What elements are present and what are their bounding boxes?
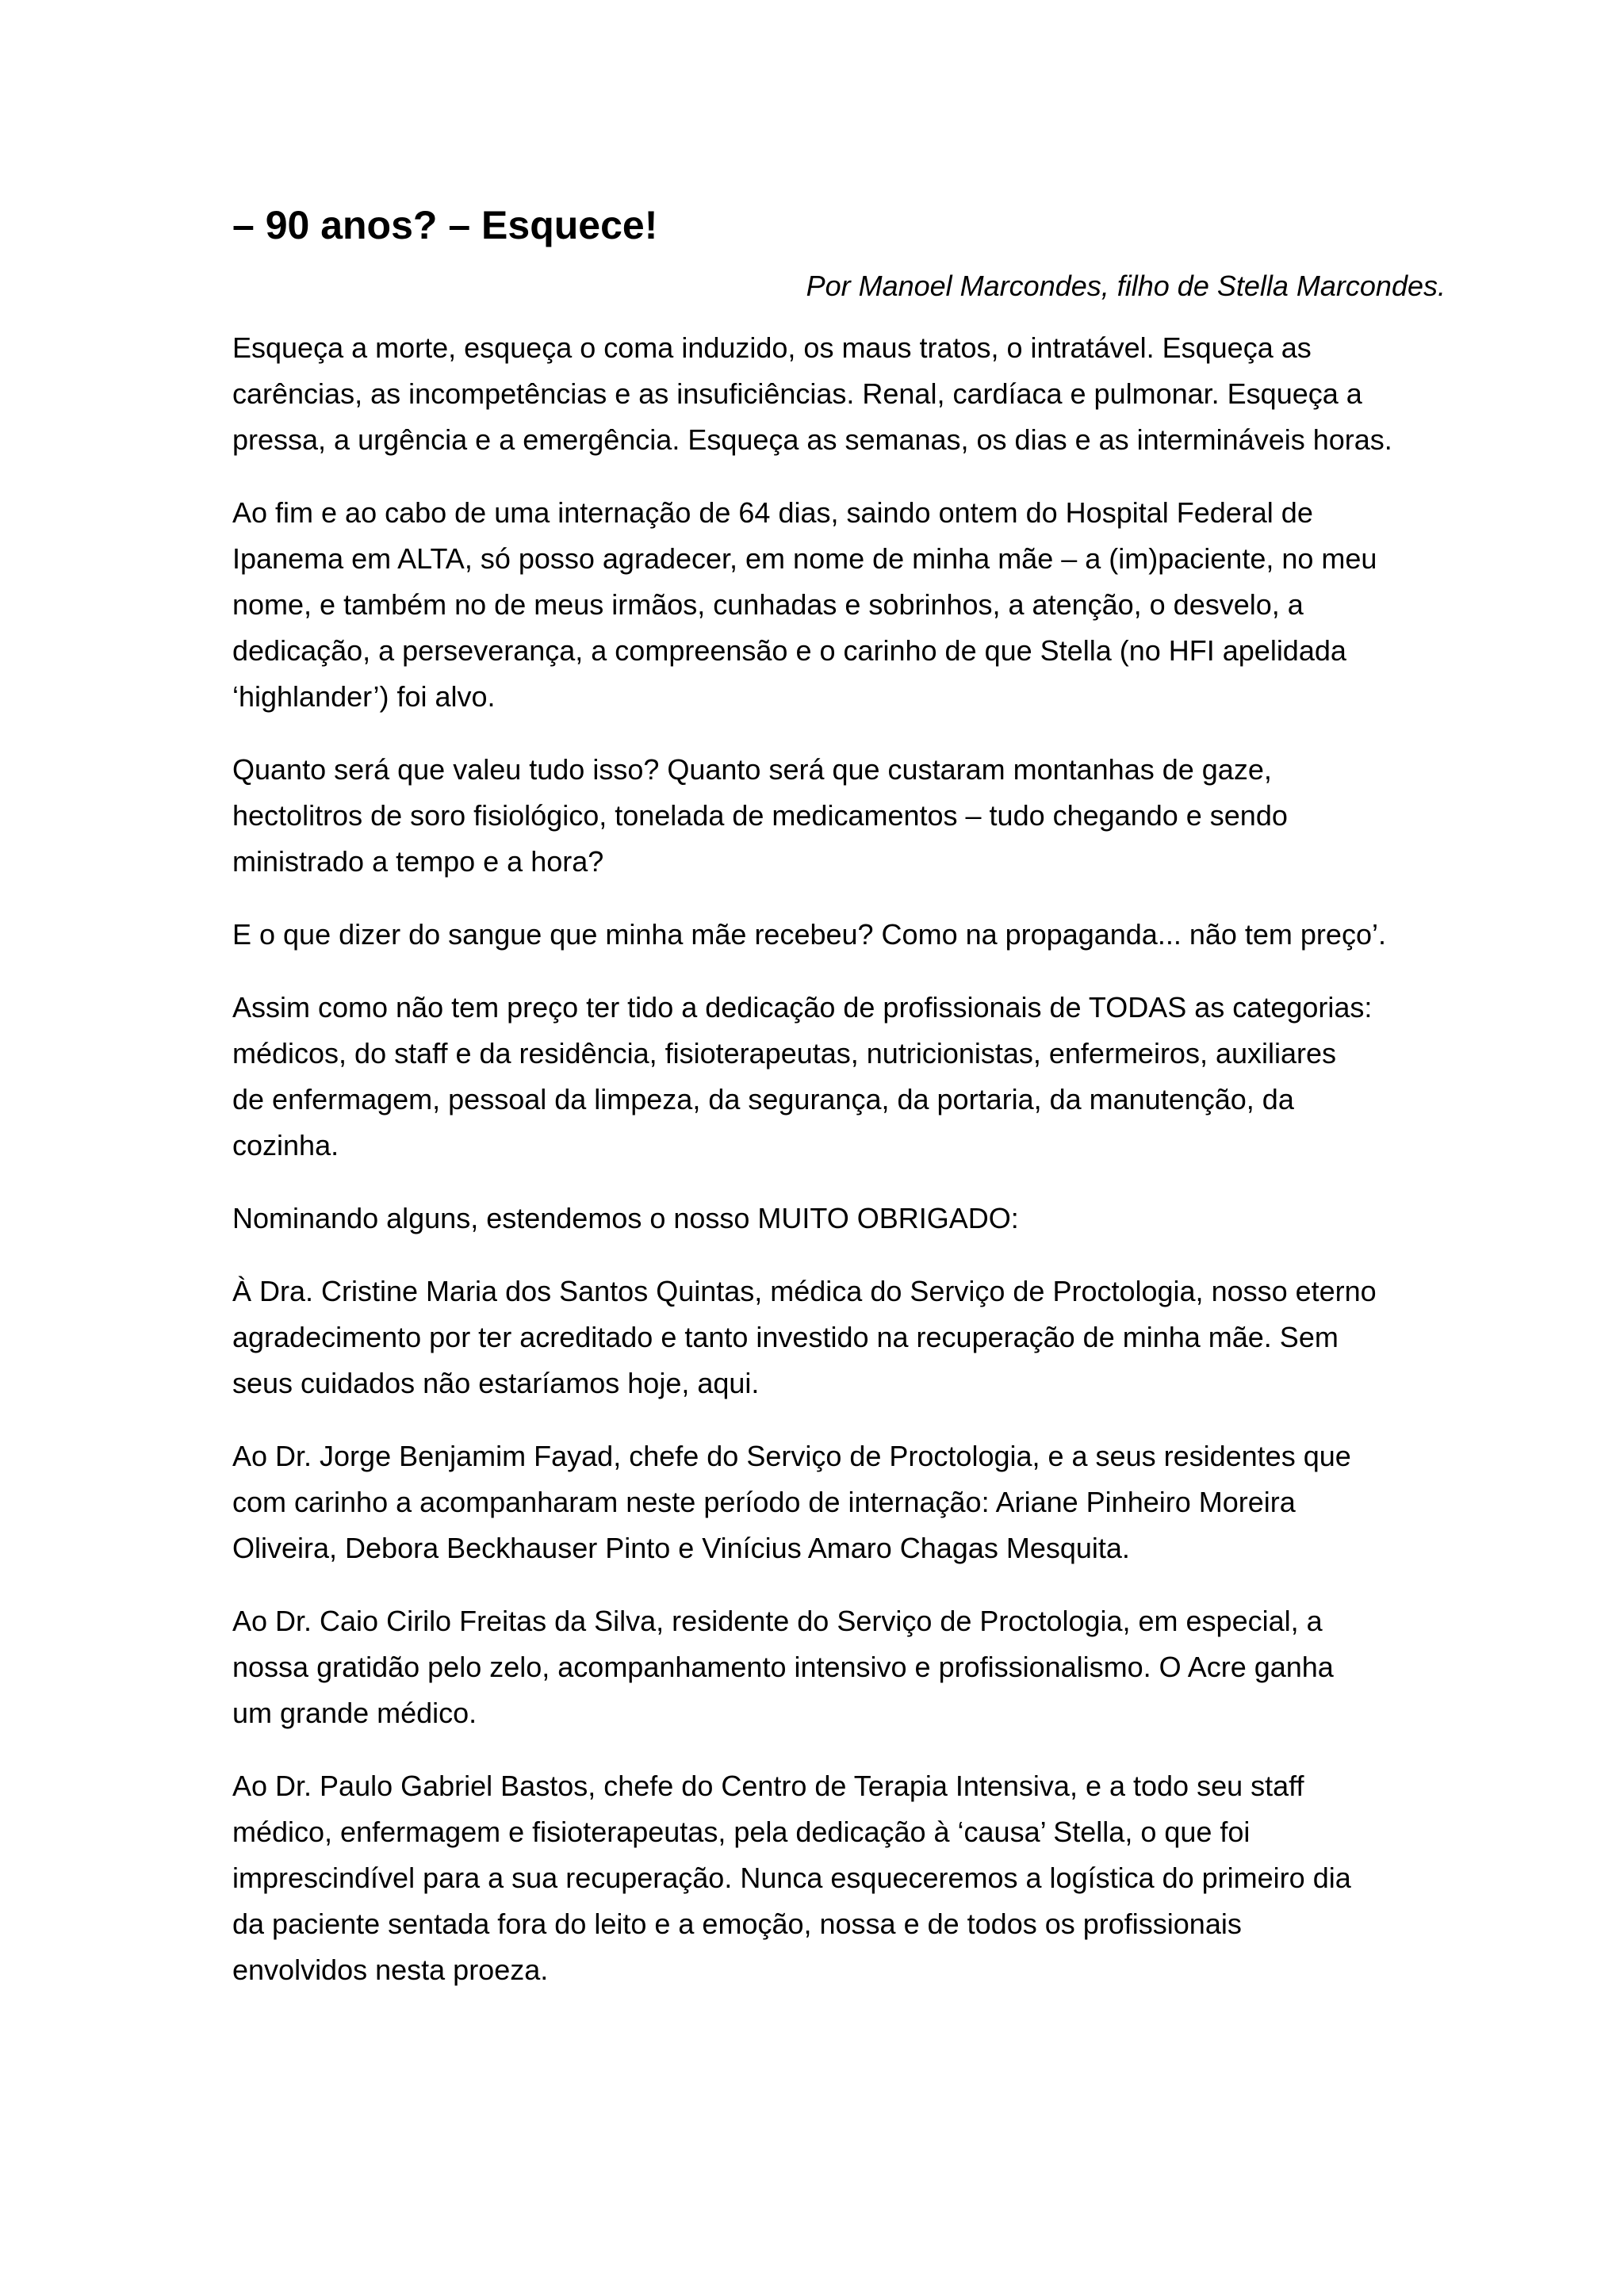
text-line: envolvidos nesta proeza. xyxy=(232,1954,549,1986)
text-line: nossa gratidão pelo zelo, acompanhamento intensivo e profissionalismo. O Acre ganha xyxy=(232,1651,1334,1683)
text-line: Oliveira, Debora Beckhauser Pinto e Vinícius Amaro Chagas Mesquita. xyxy=(232,1532,1130,1564)
text-line: Quanto será que valeu tudo isso? Quanto será que custaram montanhas de gaze, xyxy=(232,753,1272,786)
text-line: cozinha. xyxy=(232,1129,339,1161)
text-line: Nominando alguns, estendemos o nosso MUITO OBRIGADO: xyxy=(232,1202,1019,1234)
document-title: – 90 anos? – Esquece! xyxy=(232,203,658,247)
paragraph xyxy=(232,1598,1446,1736)
paragraph xyxy=(232,1269,1446,1406)
text-line: dedicação, a perseverança, a compreensão e o carinho de que Stella (no HFI apelidada xyxy=(232,634,1346,667)
text-line: À Dra. Cristine Maria dos Santos Quintas, médica do Serviço de Proctologia, nosso eterno xyxy=(232,1275,1377,1307)
text-line: Ao Dr. Jorge Benjamim Fayad, chefe do Serviço de Proctologia, e a seus residentes que xyxy=(232,1440,1351,1472)
paragraph xyxy=(232,1196,1446,1242)
text-line: um grande médico. xyxy=(232,1697,477,1729)
text-line: Ao Dr. Caio Cirilo Freitas da Silva, residente do Serviço de Proctologia, em especial, a xyxy=(232,1605,1323,1637)
text-line: Esqueça a morte, esqueça o coma induzido, os maus tratos, o intratável. Esqueça as xyxy=(232,331,1312,364)
paragraph xyxy=(232,490,1446,720)
text-line: ministrado a tempo e a hora? xyxy=(232,845,604,878)
paragraph xyxy=(232,985,1446,1169)
text-line: da paciente sentada fora do leito e a emoção, nossa e de todos os profissionais xyxy=(232,1908,1242,1940)
text-line: médico, enfermagem e fisioterapeutas, pela dedicação à ‘causa’ Stella, o que foi xyxy=(232,1816,1251,1848)
text-line: pressa, a urgência e a emergência. Esqueça as semanas, os dias e as intermináveis horas. xyxy=(232,423,1392,456)
text-line: Ao Dr. Paulo Gabriel Bastos, chefe do Centro de Terapia Intensiva, e a todo seu staff xyxy=(232,1770,1304,1802)
text-line: carências, as incompetências e as insuficiências. Renal, cardíaca e pulmonar. Esqueça a xyxy=(232,377,1362,410)
author-byline: Por Manoel Marcondes, filho de Stella Marcondes. xyxy=(806,270,1446,302)
text-line: médicos, do staff e da residência, fisioterapeutas, nutricionistas, enfermeiros, auxiliares xyxy=(232,1037,1337,1070)
text-line: ‘highlander’) foi alvo. xyxy=(232,680,496,713)
text-line: E o que dizer do sangue que minha mãe recebeu? Como na propaganda... não tem preço’. xyxy=(232,918,1386,951)
text-line: imprescindível para a sua recuperação. Nunca esqueceremos a logística do primeiro dia xyxy=(232,1862,1351,1894)
text-line: Assim como não tem preço ter tido a dedicação de profissionais de TODAS as categorias: xyxy=(232,991,1373,1024)
text-line: seus cuidados não estaríamos hoje, aqui. xyxy=(232,1367,760,1399)
text-line: de enfermagem, pessoal da limpeza, da segurança, da portaria, da manutenção, da xyxy=(232,1083,1294,1115)
paragraph xyxy=(232,747,1446,885)
document-page xyxy=(232,187,1446,2020)
text-line: nome, e também no de meus irmãos, cunhadas e sobrinhos, a atenção, o desvelo, a xyxy=(232,588,1304,621)
paragraph xyxy=(232,912,1446,958)
paragraph xyxy=(232,1433,1446,1571)
text-line: Ipanema em ALTA, só posso agradecer, em nome de minha mãe – a (im)paciente, no meu xyxy=(232,542,1377,575)
text-line: agradecimento por ter acreditado e tanto investido na recuperação de minha mãe. Sem xyxy=(232,1321,1339,1353)
text-line: Ao fim e ao cabo de uma internação de 64 dias, saindo ontem do Hospital Federal de xyxy=(232,496,1313,529)
paragraph xyxy=(232,1763,1446,1993)
paragraph xyxy=(232,325,1446,463)
text-line: com carinho a acompanharam neste período de internação: Ariane Pinheiro Moreira xyxy=(232,1486,1296,1518)
text-line: hectolitros de soro fisiológico, tonelada de medicamentos – tudo chegando e sendo xyxy=(232,799,1288,832)
